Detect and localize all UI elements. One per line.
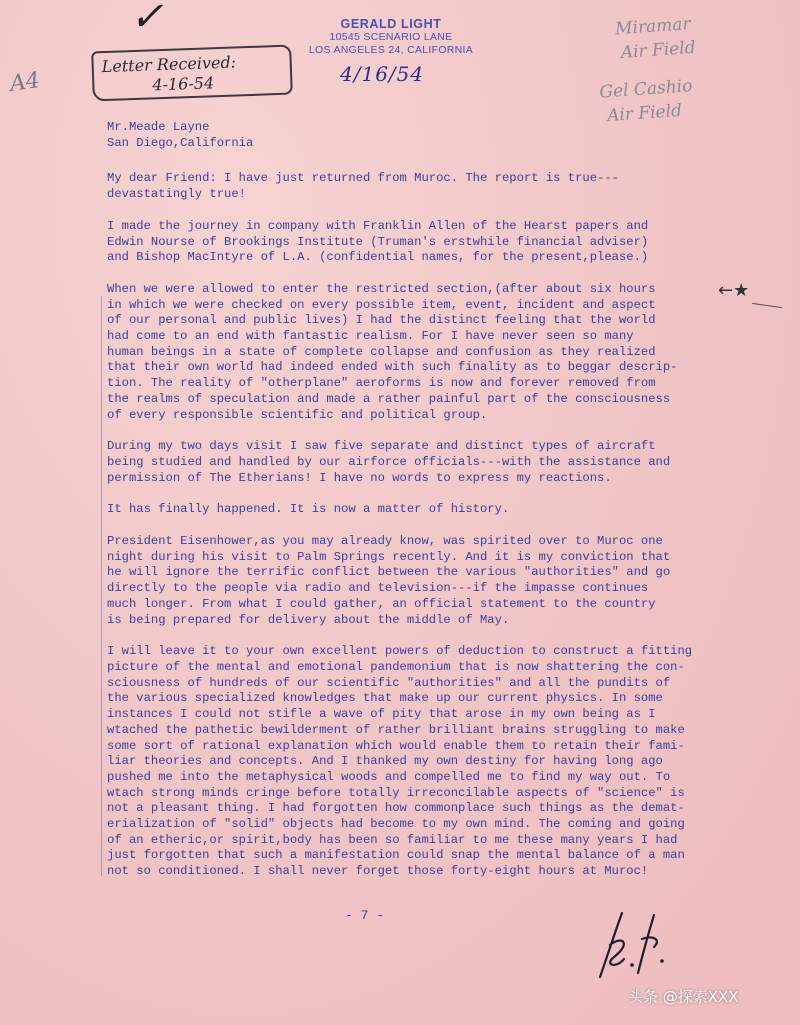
handwritten-date: 4/16/54 — [340, 62, 425, 86]
letterhead — [296, 18, 486, 57]
letterhead-street: 10545 SCENARIO LANE — [329, 31, 453, 43]
letter-body — [107, 120, 747, 880]
pencil-note: Gel Cashio — [598, 76, 693, 103]
letterhead-name: GERALD LIGHT — [340, 17, 442, 31]
pencil-note: Miramar — [614, 14, 692, 40]
letter-paragraph: I made the journey in company with Franklin Allen of the Hearst papers and Edwin Nourse of Brookings Institute (Truman's erstwhile financial adviser) and Bishop MacIntyre of L.A. (confidential names, for the present,please.) — [107, 218, 649, 265]
pencil-note: Air Field — [620, 37, 697, 63]
recipient-city: San Diego,California — [107, 135, 254, 150]
received-date: 4-16-54 — [152, 73, 215, 95]
pencil-notes — [594, 6, 791, 129]
recipient-name: Mr.Meade Layne — [107, 120, 210, 134]
watermark-text: 头条 @探索XXX — [628, 988, 739, 1006]
letterhead-city: LOS ANGELES 24, CALIFORNIA — [308, 44, 474, 56]
pencil-note: Air Field — [606, 100, 683, 127]
arrow-star-icon: ←★ — [718, 280, 750, 301]
letter-paragraph: I will leave it to your own excellent powers of deduction to construct a fitting picture of the mental and emotional pandemonium that is now shattering the con- sciousness of hundreds of our scientific "authorities" and all the pundits of the various specialized knowledges that make up our current physics. In some instances I could not stifle a wave of pity that arose in my own being as I wtached the pathetic bewilderment of rather brilliant brains struggling to make some sort of rational explanation which would enable them to retain their fami- liar theories and concepts. And I thanked my own destiny for having long ago pushed me into the metaphysical woods and compelled me to find my way out. To wtach strong minds cringe before totally irreconcilable aspects of "science" is not a pleasant thing. I had forgotten how commonplace such things as the demat- erialization of "solid" objects had become to my own mind. The coming and going of an etheric,or spirit,body has been so familiar to me these many years I had just forgotten that such a manifestation could snap the mental balance of a man not so conditioned. I shall never forget those forty-eight hours at Muroc! — [107, 644, 693, 879]
letter-paragraph: It has finally happened. It is now a matter of history. — [107, 502, 510, 517]
page-number: - 7 - — [345, 908, 385, 923]
corner-mark: A4 — [8, 68, 42, 97]
received-stamp — [91, 45, 293, 102]
letter-paragraph: My dear Friend: I have just returned from Muroc. The report is true--- devastatingly true! — [107, 171, 619, 202]
letter-paragraph: During my two days visit I saw five separate and distinct types of aircraft being studied and handled by our airforce officials---with the assistance and permission of The Etherians! I have no words to express my reactions. — [107, 439, 671, 485]
check-mark-icon: ✓ — [130, 0, 164, 40]
margin-line — [101, 296, 102, 876]
received-label: Letter Received: — [101, 52, 237, 77]
letter-paragraph: When we were allowed to enter the restricted section,(after about six hours in which we were checked on every possible item, event, incident and aspect of our personal and public lives) I had the distinct feeling that the world had come to an end with fantastic realism. For I have never seen so many human beings in a state of complete collapse and confusion as they realized that their own world had indeed ended with such finality as to beggar descrip- tion. The reality of "otherplane" aeroforms is now and forever removed from the realms of speculation and made a rather painful part of the consciousness of every responsible scientific and political group. — [107, 281, 678, 422]
signature-initials — [592, 905, 682, 985]
paragraph-list — [107, 171, 747, 879]
letter-paragraph: President Eisenhower,as you may already know, was spirited over to Muroc one night during his visit to Palm Springs recently. And it is my conviction that he will ignore the terrific conflict between the various "authorities" and go directly to the people via radio and television---if the impasse continues much longer. From what I could gather, an official statement to the country is being prepared for delivery about the middle of May. — [107, 534, 671, 627]
